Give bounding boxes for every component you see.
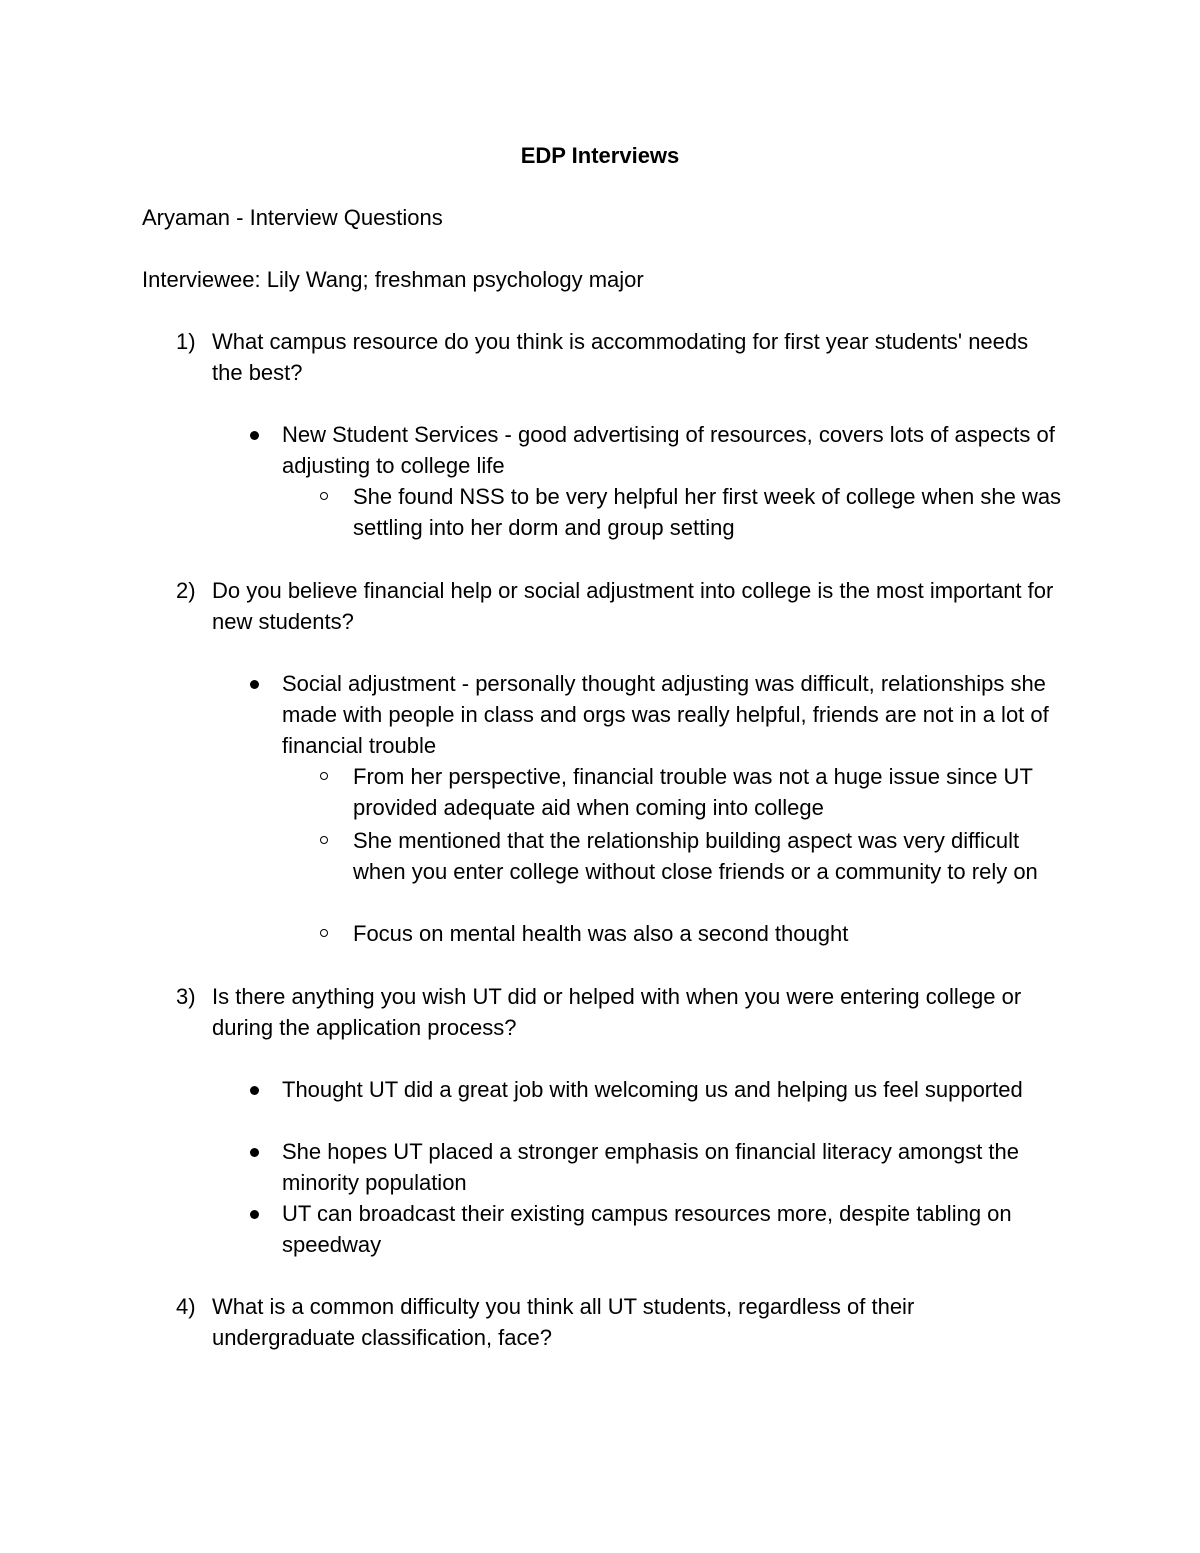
question-number: 3) <box>176 984 196 1009</box>
question-text: What is a common difficulty you think all UT students, regardless of their undergraduate classification, face? <box>212 1294 915 1350</box>
bullet-icon <box>250 680 259 689</box>
bullet-text: UT can broadcast their existing campus resources more, despite tabling on speedway <box>282 1201 1012 1257</box>
bullet-text: New Student Services - good advertising of resources, covers lots of aspects of adjusting to college life <box>282 422 1055 478</box>
bullet-text: She hopes UT placed a stronger emphasis on financial literacy amongst the minority population <box>282 1139 1020 1195</box>
sub-bullet-icon <box>320 772 328 780</box>
question-text: Do you believe financial help or social adjustment into college is the most important for new students? <box>212 578 1054 634</box>
sub-bullet-text: She mentioned that the relationship building aspect was very difficult when you enter college without close friends or a community to rely on <box>353 828 1038 884</box>
bullet-icon <box>250 1086 259 1095</box>
document-title: EDP Interviews <box>520 143 680 168</box>
question-number: 4) <box>176 1294 196 1319</box>
question-text: What campus resource do you think is accommodating for first year students' needs the best? <box>212 329 1029 385</box>
sub-bullet-icon <box>320 836 328 844</box>
sub-bullet-icon <box>320 492 328 500</box>
section-heading: Aryaman - Interview Questions <box>142 205 443 230</box>
sub-bullet-text: She found NSS to be very helpful her first week of college when she was settling into her dorm and group setting <box>353 484 1062 540</box>
sub-bullet-text: Focus on mental health was also a second thought <box>353 921 849 946</box>
bullet-icon <box>250 1148 259 1157</box>
sub-bullet-text: From her perspective, financial trouble was not a huge issue since UT provided adequate aid when coming into college <box>353 764 1033 820</box>
bullet-icon <box>250 431 259 440</box>
question-number: 2) <box>176 578 196 603</box>
question-text: Is there anything you wish UT did or helped with when you were entering college or during the application process? <box>212 984 1022 1040</box>
interviewee-line: Interviewee: Lily Wang; freshman psychology major <box>142 267 644 292</box>
bullet-text: Thought UT did a great job with welcoming us and helping us feel supported <box>282 1077 1023 1102</box>
bullet-icon <box>250 1210 259 1219</box>
bullet-text: Social adjustment - personally thought adjusting was difficult, relationships she made with people in class and orgs was really helpful, friends are not in a lot of financial trouble <box>282 671 1049 758</box>
sub-bullet-icon <box>320 929 328 937</box>
question-number: 1) <box>176 329 196 354</box>
